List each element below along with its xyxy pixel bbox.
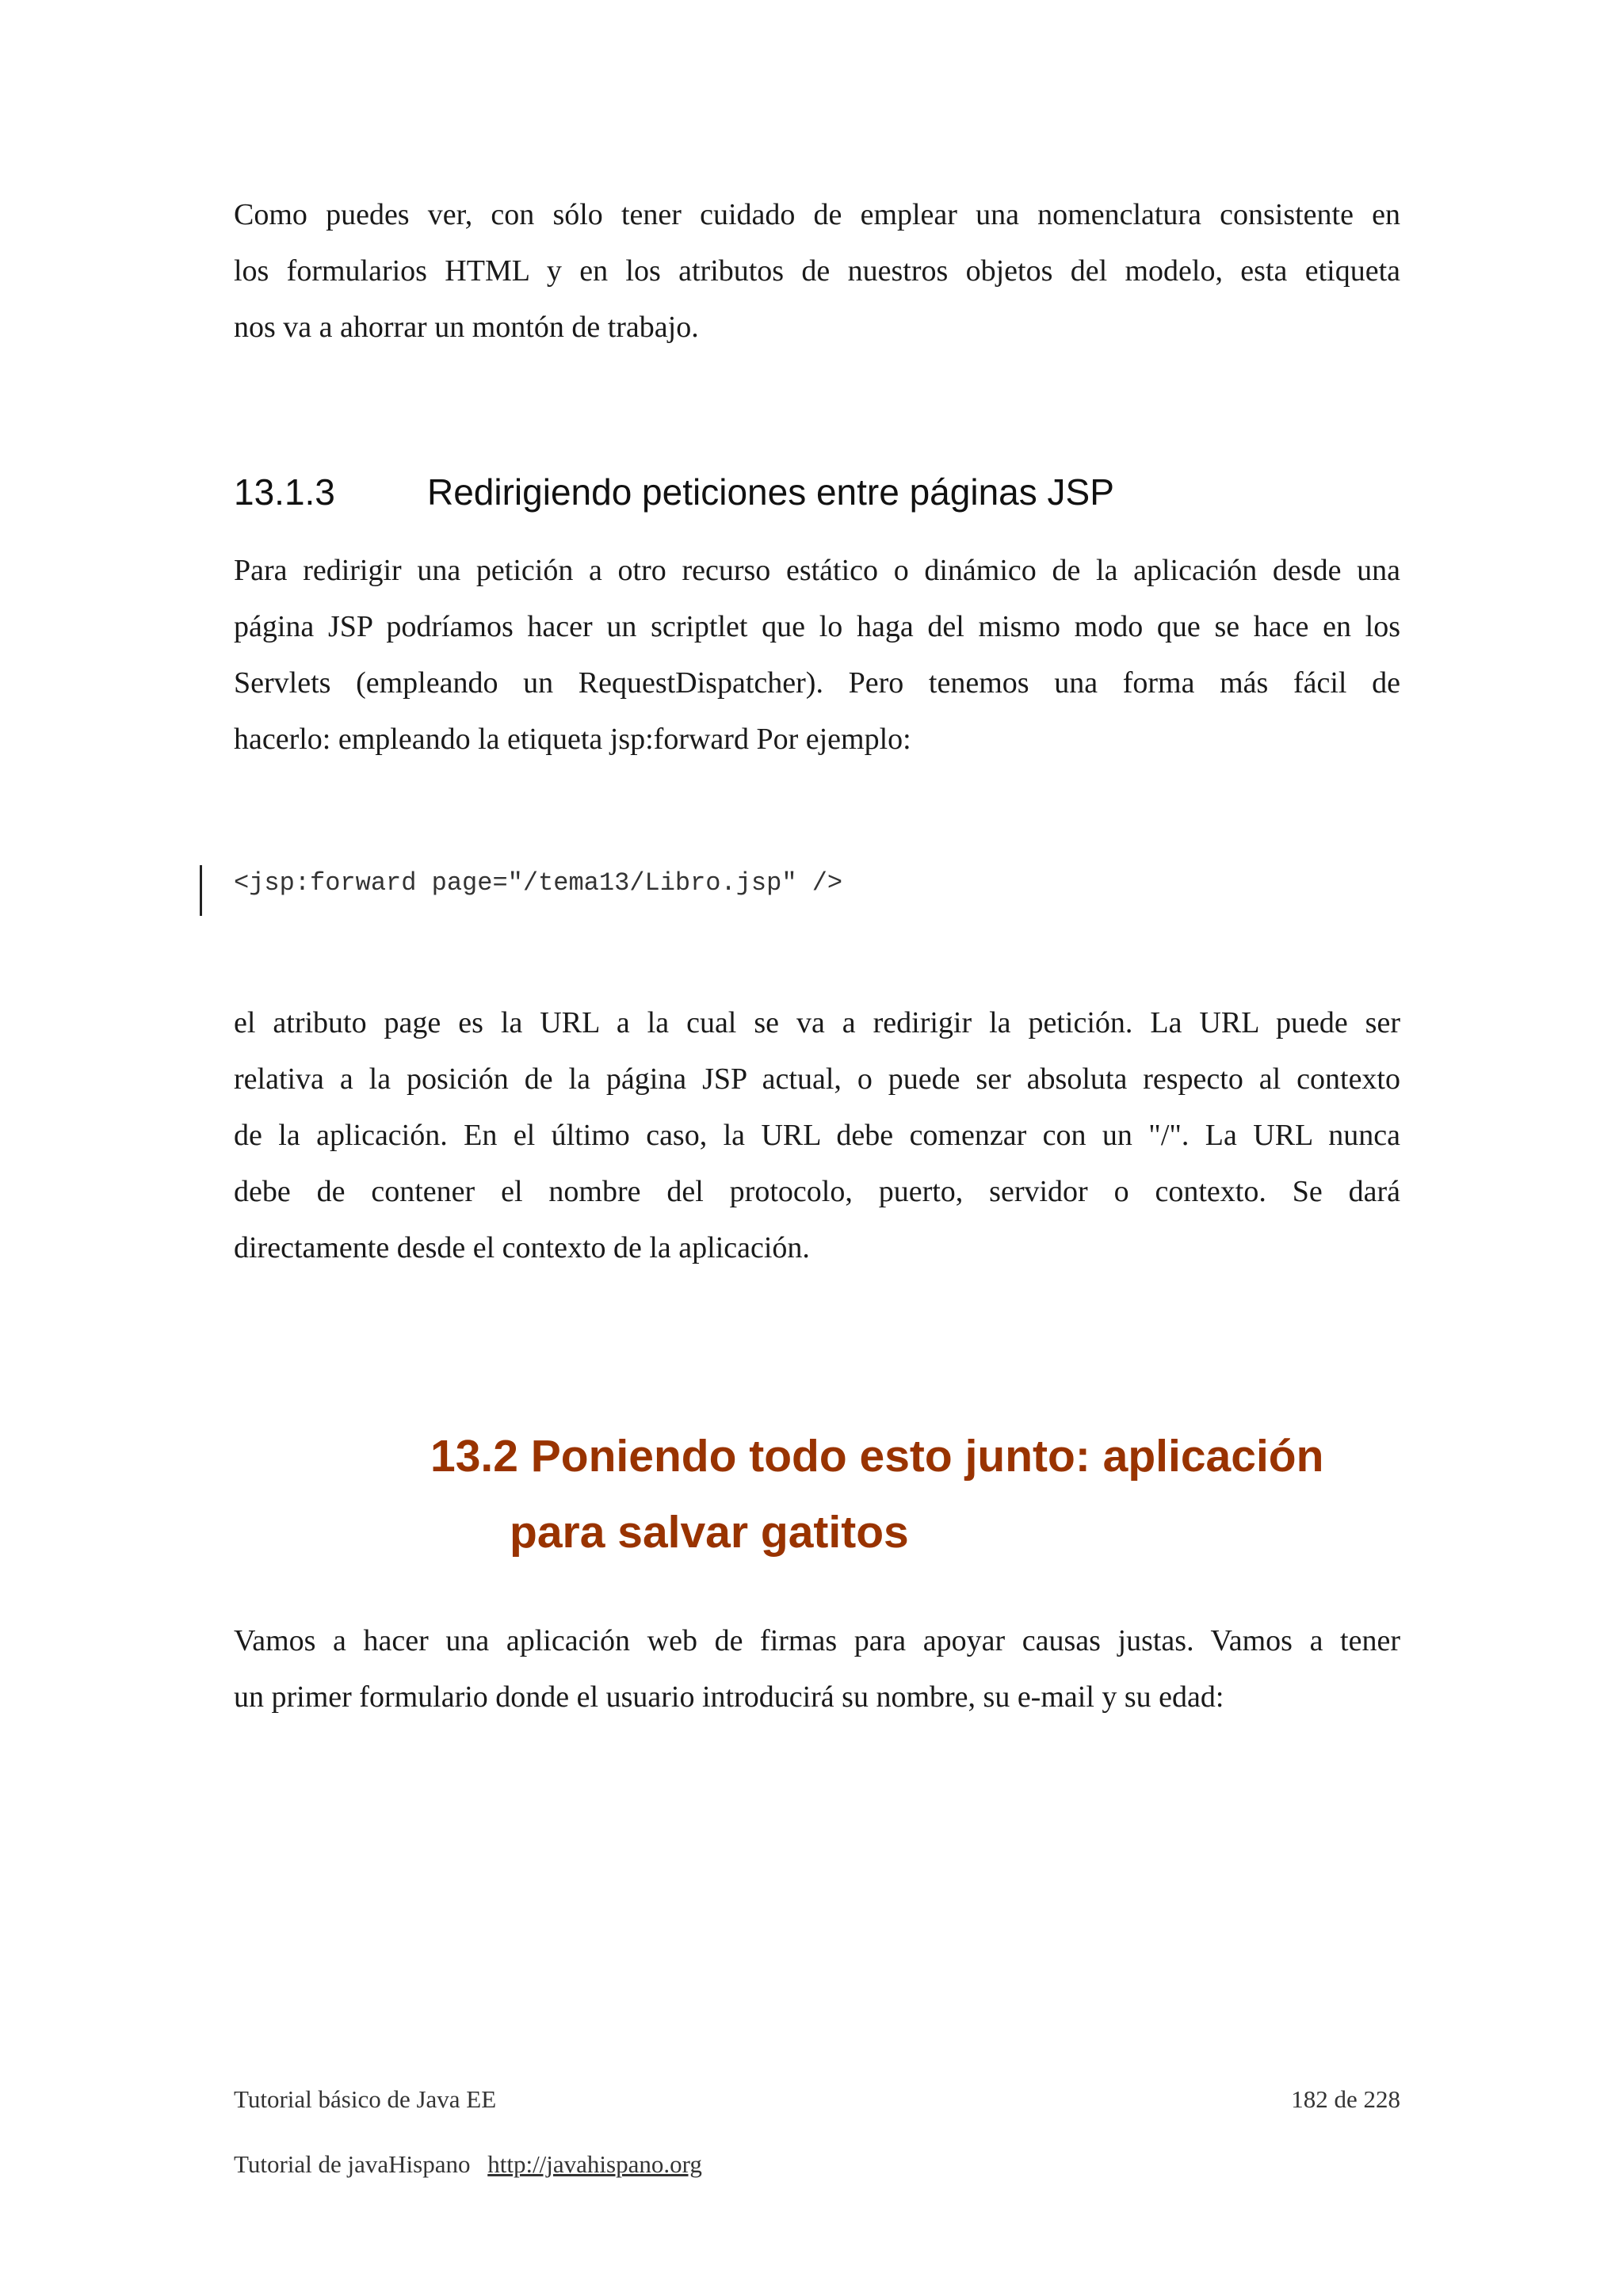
- paragraph-line: directamente desde el contexto de la aplicación.: [234, 1231, 810, 1264]
- paragraph-line: relativa a la posición de la página JSP actual, o puede ser absoluta respecto al contexto: [234, 1062, 1400, 1096]
- paragraph-line: de la aplicación. En el último caso, la URL debe comenzar con un "/". La URL nunca: [234, 1119, 1400, 1152]
- paragraph-line: Como puedes ver, con sólo tener cuidado de emplear una nomenclatura consistente en: [234, 198, 1400, 231]
- footer-credit: [234, 2149, 702, 2180]
- paragraph-line: hacerlo: empleando la etiqueta jsp:forward Por ejemplo:: [234, 723, 911, 756]
- intro-paragraph: [234, 187, 1400, 356]
- subsection-number: 13.1.3: [234, 471, 335, 513]
- code-snippet: <jsp:forward page="/tema13/Libro.jsp" />: [234, 868, 843, 898]
- paragraph-line: un primer formulario donde el usuario introducirá su nombre, su e-mail y su edad:: [234, 1680, 1224, 1714]
- page-current: 182: [1291, 2085, 1328, 2113]
- paragraph-line: Servlets (empleando un RequestDispatcher). Pero tenemos una forma más fácil de: [234, 666, 1400, 700]
- paragraph-line: los formularios HTML y en los atributos de nuestros objetos del modelo, esta etiqueta: [234, 254, 1400, 288]
- paragraph-line: debe de contener el nombre del protocolo, puerto, servidor o contexto. Se dará: [234, 1175, 1400, 1208]
- subsection-title: Redirigiendo peticiones entre páginas JSP: [427, 471, 1114, 513]
- paragraph-line: Vamos a hacer una aplicación web de firmas para apoyar causas justas. Vamos a tener: [234, 1624, 1400, 1657]
- footer-credit-text: Tutorial de javaHispano: [234, 2150, 471, 2178]
- paragraph-line: nos va a ahorrar un montón de trabajo.: [234, 311, 699, 344]
- paragraph-line: Para redirigir una petición a otro recurso estático o dinámico de la aplicación desde una: [234, 554, 1400, 587]
- javahispano-link[interactable]: http://javahispano.org: [487, 2150, 702, 2178]
- redirect-paragraph: [234, 543, 1400, 768]
- footer-page-number: [1291, 2084, 1400, 2115]
- attribute-paragraph: [234, 995, 1400, 1276]
- paragraph-line: el atributo page es la URL a la cual se va a redirigir la petición. La URL puede ser: [234, 1006, 1400, 1039]
- section-title-line-1: 13.2 Poniendo todo esto junto: aplicación: [430, 1431, 1324, 1482]
- page-of: de: [1334, 2085, 1358, 2113]
- app-paragraph: [234, 1613, 1400, 1726]
- section-title-line-2: para salvar gatitos: [510, 1507, 909, 1558]
- paragraph-line: página JSP podríamos hacer un scriptlet que lo haga del mismo modo que se hace en los: [234, 610, 1400, 643]
- footer-doc-title: Tutorial básico de Java EE: [234, 2085, 497, 2113]
- change-bar: [200, 865, 202, 916]
- page-total: 228: [1363, 2085, 1400, 2113]
- section-heading: [430, 1418, 1323, 1570]
